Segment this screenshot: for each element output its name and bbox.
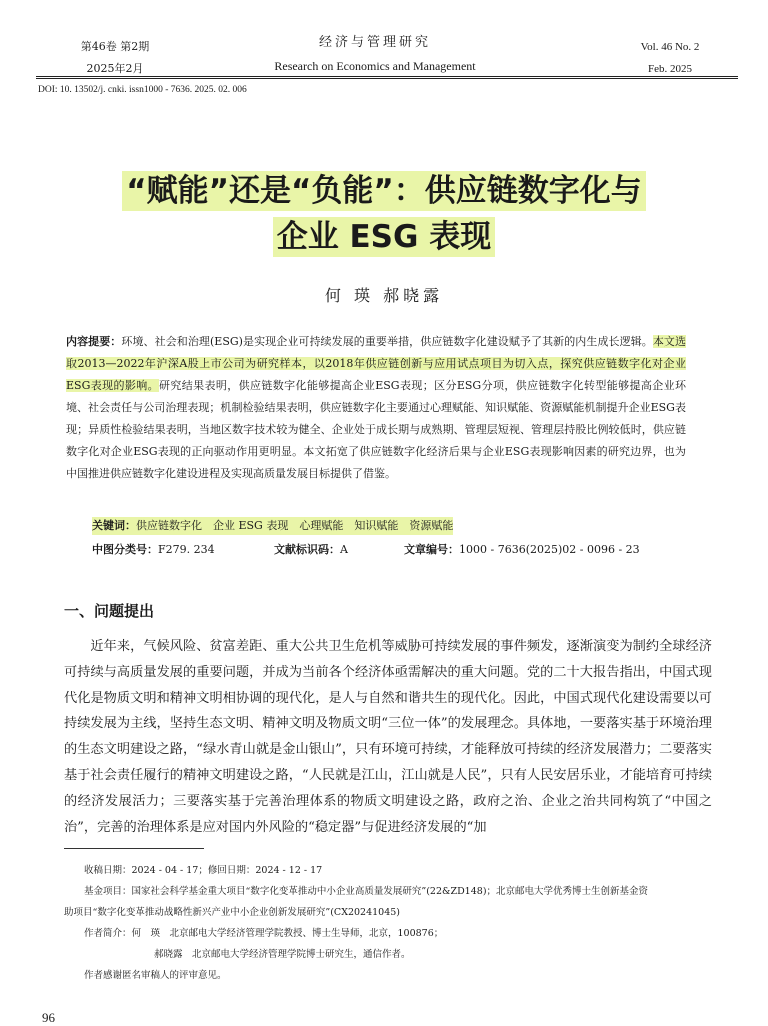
section-heading: 一、问题提出 [64, 602, 155, 620]
abstract-text-2: 研究结果表明，供应链数字化能够提高企业ESG表现；区分ESG分项，供应链数字化转型能够提高企业环境、社会责任与公司治理表现；机制检验结果表明，供应链数字化主要通过心理赋能、知识赋能、资源赋能机制提升企业ESG表现；异质性检验结果表明，当地区数字技术较为健全、企业处于成长期与成熟期、管理层短视、管理层持股比例较低时，供应链数字化对企业ESG表现的正向驱动作用更明显。本文拓宽了供应链数字化经济后果与企业ESG表现影响因素的研究边界，也为中国推进供应链数字化建设进程及实现高质量发展目标提供了借鉴。 [66, 379, 687, 480]
volume-cn: 第46卷 第2期 [80, 40, 150, 53]
keywords-label: 关键词： [92, 519, 136, 532]
journal-name-cn: 经济与管理研究 [318, 35, 431, 50]
title-line-2: 企业 ESG 表现 [273, 217, 496, 257]
volume-en: Vol. 46 No. 2 [640, 41, 700, 53]
date-en: Feb. 2025 [648, 63, 692, 75]
clc-code [92, 541, 215, 559]
clc-label: 中图分类号： [92, 543, 158, 556]
abstract-text-1: 环境、社会和治理(ESG)是实现企业可持续发展的重要举措，供应链数字化建设赋予了其新的内生成长逻辑。 [121, 335, 653, 348]
keywords [92, 517, 453, 535]
footnote-author-2: 郝晓露 北京邮电大学经济管理学院博士研究生，通信作者。 [154, 949, 411, 960]
authors: 何 瑛 郝晓露 [324, 286, 444, 305]
title-line-1: “赋能”还是“负能”：供应链数字化与 [122, 171, 646, 211]
doc-code [274, 541, 348, 559]
abstract [66, 331, 686, 485]
clc-value: F279. 234 [158, 543, 215, 556]
article-number [404, 541, 640, 559]
article-label: 文章编号： [404, 543, 459, 556]
footnote-fund-2: 助项目“数字化变革推动战略性新兴产业中小企业创新发展研究”(CX20241045) [64, 907, 401, 918]
doi: DOI: 10. 13502/j. cnki. issn1000 - 7636. 2025. 02. 006 [38, 85, 247, 95]
date-cn: 2025年2月 [86, 62, 144, 75]
header-volume-date-en [620, 36, 720, 80]
footnote-received: 收稿日期：2024 - 04 - 17；修回日期：2024 - 12 - 17 [84, 865, 323, 876]
header-rule [36, 76, 738, 77]
footnote-thanks: 作者感谢匿名审稿人的评审意见。 [84, 970, 227, 981]
article-value: 1000 - 7636(2025)02 - 0096 - 23 [459, 543, 640, 556]
header-journal [230, 34, 520, 76]
footnote-rule [64, 848, 204, 849]
page-number: 96 [42, 1010, 55, 1025]
article-title [60, 168, 708, 260]
footnotes [64, 860, 712, 986]
footnote-fund-1: 基金项目：国家社会科学基金重大项目“数字化变革推动中小企业高质量发展研究”(22&ZD148)；北京邮电大学优秀博士生创新基金资 [84, 886, 649, 897]
abstract-highlight: 本文选取2013—2022年沪深A股上市公司为研究样本，以2018年供应链创新与应用试点项目为切入点，探究供应链数字化对企业ESG表现的影响。 [66, 335, 687, 392]
doc-label: 文献标识码： [274, 543, 340, 556]
journal-name-en: Research on Economics and Management [274, 59, 476, 73]
footnote-author-1: 作者简介：何 瑛 北京邮电大学经济管理学院教授、博士生导师，北京，100876； [84, 928, 444, 939]
abstract-label: 内容提要： [66, 335, 122, 348]
header-volume-date-cn [55, 36, 175, 80]
doc-value: A [340, 543, 348, 556]
body-paragraph: 近年来，气候风险、贫富差距、重大公共卫生危机等威胁可持续发展的事件频发，逐渐演变为制约全球经济可持续与高质量发展的重要问题，并成为当前各个经济体亟需解决的重大问题。党的二十大报告指出，中国式现代化是物质文明和精神文明相协调的现代化，是人与自然和谐共生的现代化。因此，中国式现代化建设需要以可持续发展为主线，坚持生态文明、精神文明及物质文明“三位一体”的发展理念。具体地，一要落实基于环境治理的生态文明建设之路，“绿水青山就是金山银山”，只有环境可持续，才能释放可持续的经济发展潜力；二要落实基于社会责任履行的精神文明建设之路，“人民就是江山，江山就是人民”，只有人民安居乐业，才能培育可持续的经济发展活力；三要落实基于完善治理体系的物质文明建设之路，政府之治、企业之治共同构筑了“中国之治”，完善的治理体系是应对国内外风险的“稳定器”与促进经济发展的“加 [64, 639, 712, 835]
header-rule-thin [36, 78, 738, 79]
keywords-text: 供应链数字化 企业 ESG 表现 心理赋能 知识赋能 资源赋能 [136, 519, 454, 532]
